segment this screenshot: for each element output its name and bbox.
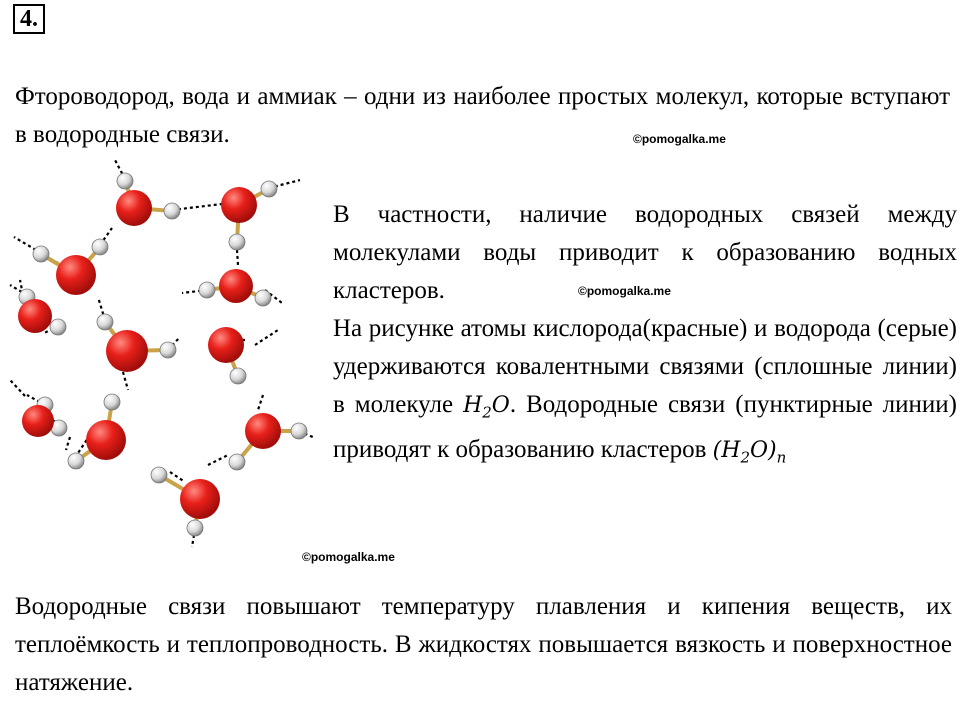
hydrogen-atom [50,319,66,335]
explanation-text-b: . Водородные связи (пунктирные линии) приводят к образованию кластеров [333,391,957,464]
hydrogen-atom [117,173,133,189]
intro-paragraph: Фтороводород, вода и аммиак – одни из наиболее простых молекул, которые вступают в водородные связи. [15,83,950,148]
hydrogen-atom [229,454,245,470]
oxygen-atom [86,420,126,460]
hydrogen-atom [187,520,203,536]
hydrogen-atom [230,368,246,384]
hydrogen-atom [229,234,245,250]
outro-paragraph: Водородные связи повышают температуру плавления и кипения веществ, их теплоёмкость и теплопроводность. В жидкостях повышается вязкость и поверхностное натяжение. [15,593,952,696]
oxygen-atom [18,299,52,333]
hydrogen-atom [92,239,108,255]
formula-cluster-open: (H [712,438,741,464]
hydrogen-atom [151,467,167,483]
hydrogen-atom [68,453,84,469]
oxygen-atom [245,413,281,449]
formula-h2o [463,393,510,422]
formula-cluster-close: O) [749,438,777,464]
hydrogen-atom [33,246,49,262]
oxygen-atom [106,330,148,372]
task-number: 4. [13,4,45,34]
oxygen-atom [116,190,152,226]
hydrogen-atom [104,394,120,410]
hydrogen-atom [291,423,307,439]
explanation-paragraph [333,310,957,477]
hydrogen-atom [97,314,113,330]
water-cluster-illustration [0,155,325,555]
watermark: ©pomogalka.me [302,550,395,564]
formula-h2o-subscript: 2 [482,403,492,422]
oxygen-atom [56,255,96,295]
formula-cluster-subscript: 2 [740,448,750,467]
explanation-text-a: На рисунке атомы кислорода(красные) и водорода (серые) удерживаются ковалентными связями (сплошные линии) в молекуле [333,315,957,418]
oxygen-atom [208,327,244,363]
formula-h2o-h: H [463,393,483,418]
hydrogen-atom [199,282,215,298]
clusters-paragraph: В частности, наличие водородных связей между молекулами воды приводит к образованию водных кластеров. [333,201,957,304]
watermark: ©pomogalka.me [578,284,671,298]
right-text-block [333,196,957,477]
hydrogen-atom [160,342,176,358]
formula-cluster [712,438,787,467]
oxygen-atom [219,269,253,303]
hydrogen-atom [164,203,180,219]
oxygen-atom [221,187,257,223]
hydrogen-atom [255,290,271,306]
hydrogen-atoms [19,173,307,536]
hydrogen-atom [261,181,277,197]
oxygen-atom [22,405,54,437]
oxygen-atom [180,479,220,519]
formula-cluster-n: n [776,448,787,467]
watermark: ©pomogalka.me [633,132,726,146]
formula-h2o-o: O [491,393,510,418]
